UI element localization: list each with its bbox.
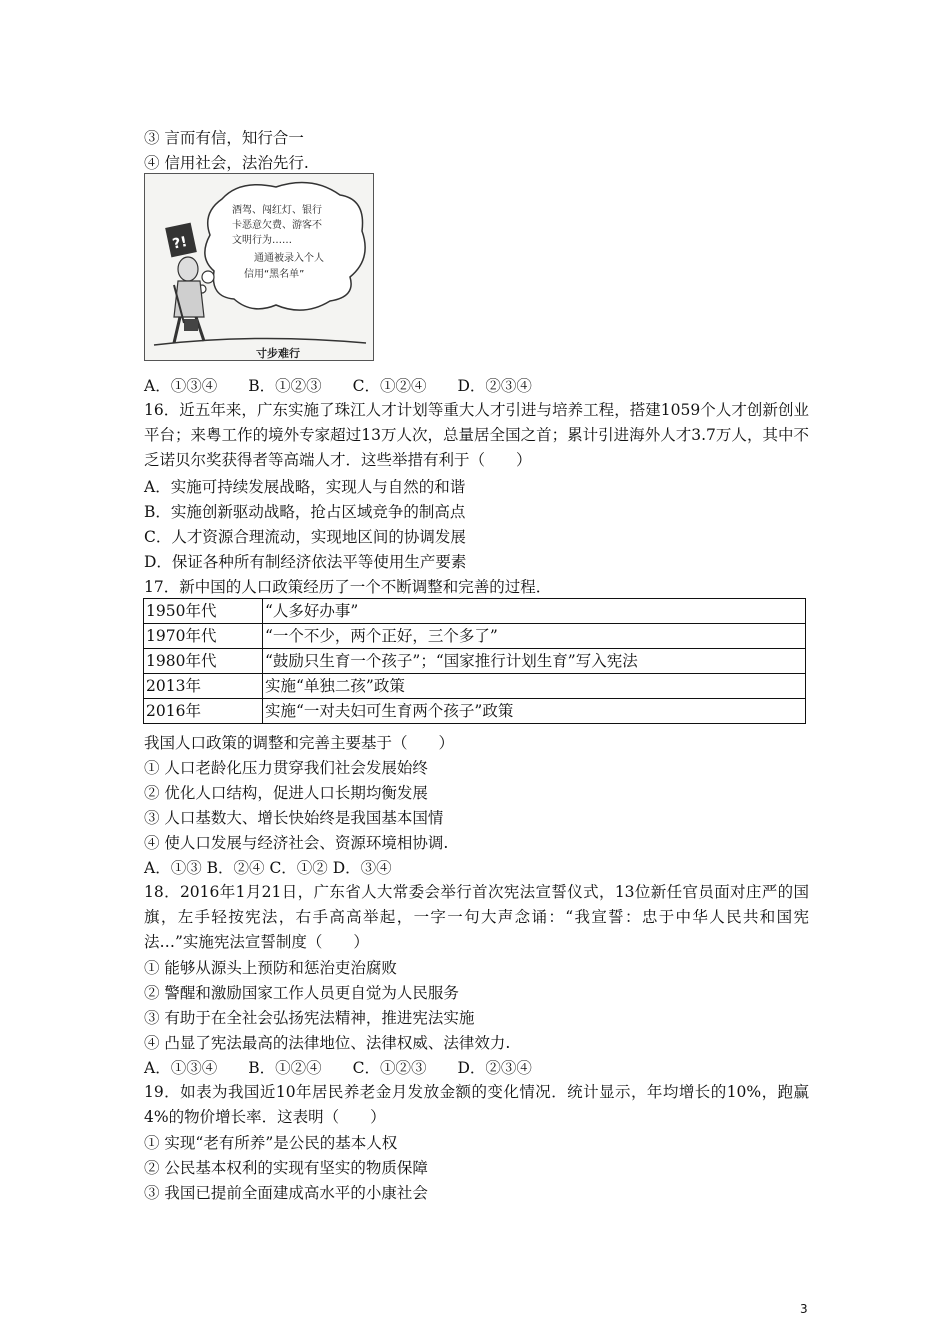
table-row (144, 624, 806, 649)
table-row (144, 599, 806, 624)
bubble-line-4: 通通被录入个人 (254, 253, 324, 264)
table-cell-policy: 实施“一对夫妇可生育两个孩子”政策 (263, 699, 806, 724)
q17-question: 我国人口政策的调整和完善主要基于（ ） (144, 734, 455, 752)
q19-item-2: ② 公民基本权利的实现有坚实的物质保障 (144, 1159, 428, 1177)
q16-option-b: B．实施创新驱动战略，抢占区域竞争的制高点 (144, 503, 466, 521)
table-cell-policy: “一个不少，两个正好，三个多了” (263, 624, 806, 649)
table-row (144, 699, 806, 724)
q18-item-4: ④ 凸显了宪法最高的法律地位、法律权威、法律效力. (144, 1034, 511, 1052)
q18-item-3: ③ 有助于在全社会弘扬宪法精神，推进宪法实施 (144, 1009, 475, 1027)
credit-blacklist-cartoon (144, 173, 374, 361)
answer-options: A．①③④ B．①②③ C．①②④ D．②③④ (144, 377, 532, 395)
option-3: ③ 言而有信，知行合一 (144, 129, 304, 147)
bubble-line-2: 卡恶意欠费、游客不 (232, 220, 322, 231)
table-cell-year: 2016年 (144, 699, 263, 724)
q19-item-3: ③ 我国已提前全面建成高水平的小康社会 (144, 1184, 428, 1202)
bubble-line-5: 信用“黑名单” (244, 269, 305, 280)
question-19-stem: 19．如表为我国近10年居民养老金月发放金额的变化情况．统计显示，年均增长的10%，跑赢4%的物价增长率．这表明（ ） (144, 1083, 809, 1126)
thought-bubble (205, 183, 365, 311)
table-cell-policy: 实施“单独二孩”政策 (263, 674, 806, 699)
table-row (144, 649, 806, 674)
population-policy-table (143, 598, 806, 724)
table-cell-policy: “鼓励只生育一个孩子”；“国家推行计划生育”写入宪法 (263, 649, 806, 674)
q16-option-c: C．人才资源合理流动，实现地区间的协调发展 (144, 528, 466, 546)
question-17-stem: 17．新中国的人口政策经历了一个不断调整和完善的过程． (144, 578, 552, 596)
bubble-line-3: 文明行为…… (232, 235, 292, 246)
table-cell-policy: “人多好办事” (263, 599, 806, 624)
q17-item-2: ② 优化人口结构，促进人口长期均衡发展 (144, 784, 428, 802)
option-4: ④ 信用社会，法治先行. (144, 154, 309, 172)
q17-item-3: ③ 人口基数大、增长快始终是我国基本国情 (144, 809, 444, 827)
q17-item-4: ④ 使人口发展与经济社会、资源环境相协调. (144, 834, 449, 852)
q16-option-a: A．实施可持续发展战略，实现人与自然的和谐 (144, 478, 466, 496)
q18-answers: A．①③④ B．①②④ C．①②③ D．②③④ (144, 1059, 532, 1077)
table-row (144, 674, 806, 699)
table-cell-year: 1970年代 (144, 624, 263, 649)
table-cell-year: 1980年代 (144, 649, 263, 674)
question-18-stem: 18．2016年1月21日，广东省人大常委会举行首次宪法宣誓仪式，13位新任官员面对庄严的国旗，左手轻按宪法，右手高高举起，一字一句大声念诵：“我宣誓：忠于中华人民共和国宪法…”实施宪法宣誓制度（ ） (144, 883, 809, 951)
cartoon-caption: 寸步难行 (256, 347, 300, 360)
q17-answers: A．①③ B．②④ C．①② D．③④ (144, 859, 392, 877)
q19-item-1: ① 实现“老有所养”是公民的基本人权 (144, 1134, 398, 1152)
q16-option-d: D．保证各种所有制经济依法平等使用生产要素 (144, 553, 467, 571)
page-number: 3 (800, 1302, 808, 1316)
question-16-stem: 16．近五年来，广东实施了珠江人才计划等重大人才引进与培养工程，搭建1059个人才创新创业平台；来粤工作的境外专家超过13万人次，总量居全国之首；累计引进海外人才3.7万人，其中不乏诺贝尔奖获得者等高端人才．这些举措有利于（ ） (144, 401, 809, 469)
q18-item-2: ② 警醒和激励国家工作人员更自觉为人民服务 (144, 984, 459, 1002)
exclaim-marks: ?! (171, 233, 189, 253)
q17-item-1: ① 人口老龄化压力贯穿我们社会发展始终 (144, 759, 428, 777)
q18-item-1: ① 能够从源头上预防和惩治吏治腐败 (144, 959, 397, 977)
bubble-line-1: 酒驾、闯红灯、银行 (232, 205, 322, 216)
table-cell-year: 2013年 (144, 674, 263, 699)
table-cell-year: 1950年代 (144, 599, 263, 624)
